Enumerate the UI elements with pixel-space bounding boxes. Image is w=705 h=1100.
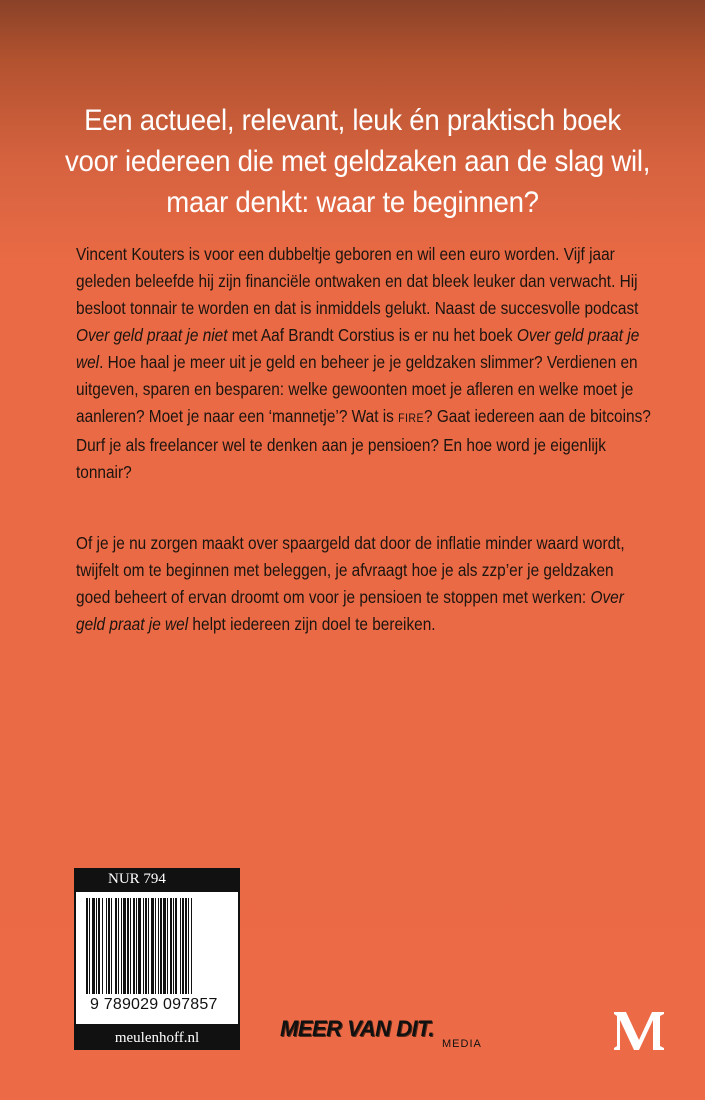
barcode-bar — [127, 898, 129, 994]
barcode-bar — [136, 898, 137, 994]
barcode-bar — [89, 898, 90, 994]
barcode-bar — [155, 898, 156, 994]
book-title-part-2: wel — [76, 352, 100, 372]
barcode-bar — [163, 898, 166, 994]
barcode-bar — [180, 898, 181, 994]
isbn-number: 9 789029 097857 — [90, 996, 218, 1013]
barcode-bar — [158, 898, 159, 994]
barcode-bar — [188, 898, 189, 994]
barcode-bar — [143, 898, 144, 994]
paragraph1-line-7-a: aanleren? Moet je naar een ‘mannetje’? Wat is — [76, 406, 399, 426]
paragraph2-line-2: twijfelt om te beginnen met beleggen, je afvraagt hoe je als zzp’er je geldzaken — [76, 560, 614, 580]
barcode-bar — [123, 898, 126, 994]
paragraph1-line-4 — [76, 322, 640, 349]
paragraph2-line-1: Of je je nu zorgen maakt over spaargeld dat door de inflatie minder waard wordt, — [76, 533, 625, 553]
barcode-bar — [167, 898, 168, 994]
barcode-bar — [111, 898, 112, 994]
barcode-bar — [185, 898, 187, 994]
publisher-website: meulenhoff.nl — [74, 1026, 240, 1050]
meer-van-dit-logo — [280, 1016, 482, 1050]
headline — [65, 100, 651, 223]
barcode-bar — [191, 898, 192, 994]
paragraph2-line-3-text: goed beheert of ervan droomt om voor je pensioen te stoppen met werken: — [76, 587, 591, 607]
book-title-part-2: geld praat je wel — [76, 614, 189, 634]
paragraph1-line-8: Durf je als freelancer wel te denken aan je pensioen? En hoe word je eigenlijk — [76, 435, 606, 455]
paragraph1-line-4-text: met Aaf Brandt Corstius is er nu het boek — [227, 325, 517, 345]
barcode-bar — [151, 898, 154, 994]
barcode-bar — [108, 898, 110, 994]
meer-van-dit-media-label: MEDIA — [442, 1038, 482, 1050]
barcode-bar — [133, 898, 135, 994]
paragraph2-line-4 — [76, 611, 604, 638]
podcast-title: Over geld praat je niet — [76, 325, 228, 345]
paragraph1-line-5 — [76, 349, 638, 376]
paragraph1-line-3: besloot tonnair te worden en dat is inmiddels gelukt. Naast de succesvolle podcast — [76, 298, 639, 318]
barcode-bar — [173, 898, 174, 994]
paragraph1-line-2: geleden beleefde hij zijn financiële ontwaken en dat bleek leuker dan verwacht. Hij — [76, 271, 638, 291]
paragraph2-line-3 — [76, 584, 624, 611]
headline-line-3: maar denkt: waar te beginnen? — [166, 186, 539, 219]
barcode-bar — [115, 898, 117, 994]
barcode-bar — [98, 898, 100, 994]
barcode-icon — [84, 898, 232, 994]
nur-code: NUR 794 — [74, 868, 240, 890]
barcode-bar — [130, 898, 131, 994]
description-paragraph-2 — [76, 530, 676, 638]
paragraph1-line-7-b: ? Gaat iedereen aan de bitcoins? — [423, 406, 651, 426]
barcode-bar — [175, 898, 177, 994]
book-title-part-1: Over geld praat je — [516, 325, 640, 345]
barcode-bar — [138, 898, 141, 994]
barcode-bar — [92, 898, 95, 994]
paragraph1-line-1: Vincent Kouters is voor een dubbeltje geboren en wil een euro worden. Vijf jaar — [76, 244, 615, 264]
paragraph1-line-9: tonnair? — [76, 462, 132, 482]
barcode-bar — [160, 898, 162, 994]
barcode-bar — [170, 898, 172, 994]
barcode-bar — [145, 898, 147, 994]
isbn-barcode — [74, 890, 240, 1026]
fire-acronym: FIRE — [398, 411, 424, 425]
paragraph1-line-6: uitgeven, sparen en besparen: welke gewoonten moet je afleren en welke moet je — [76, 379, 634, 399]
barcode-bar — [96, 898, 97, 994]
barcode-bar — [106, 898, 107, 994]
barcode-bar — [148, 898, 149, 994]
meer-van-dit-wordmark: MEER VAN DIT. — [280, 1016, 435, 1041]
paragraph2-line-4-text: helpt iedereen zijn doel te bereiken. — [188, 614, 436, 634]
paragraph1-line-7 — [76, 403, 651, 432]
barcode-bar — [86, 898, 88, 994]
barcode-bar — [102, 898, 103, 994]
barcode-bar — [182, 898, 184, 994]
headline-line-1: Een actueel, relevant, leuk én praktisch boek — [84, 104, 621, 137]
meulenhoff-m-logo — [612, 1010, 666, 1052]
headline-line-2: voor iedereen die met geldzaken aan de slag wil, — [65, 145, 651, 178]
barcode-bar — [121, 898, 122, 994]
description-paragraph-1 — [76, 241, 676, 486]
paragraph1-line-5-text: . Hoe haal je meer uit je geld en beheer je je geldzaken slimmer? Verdienen en — [99, 352, 638, 372]
book-title-part-1: Over — [590, 587, 624, 607]
barcode-bar — [118, 898, 119, 994]
